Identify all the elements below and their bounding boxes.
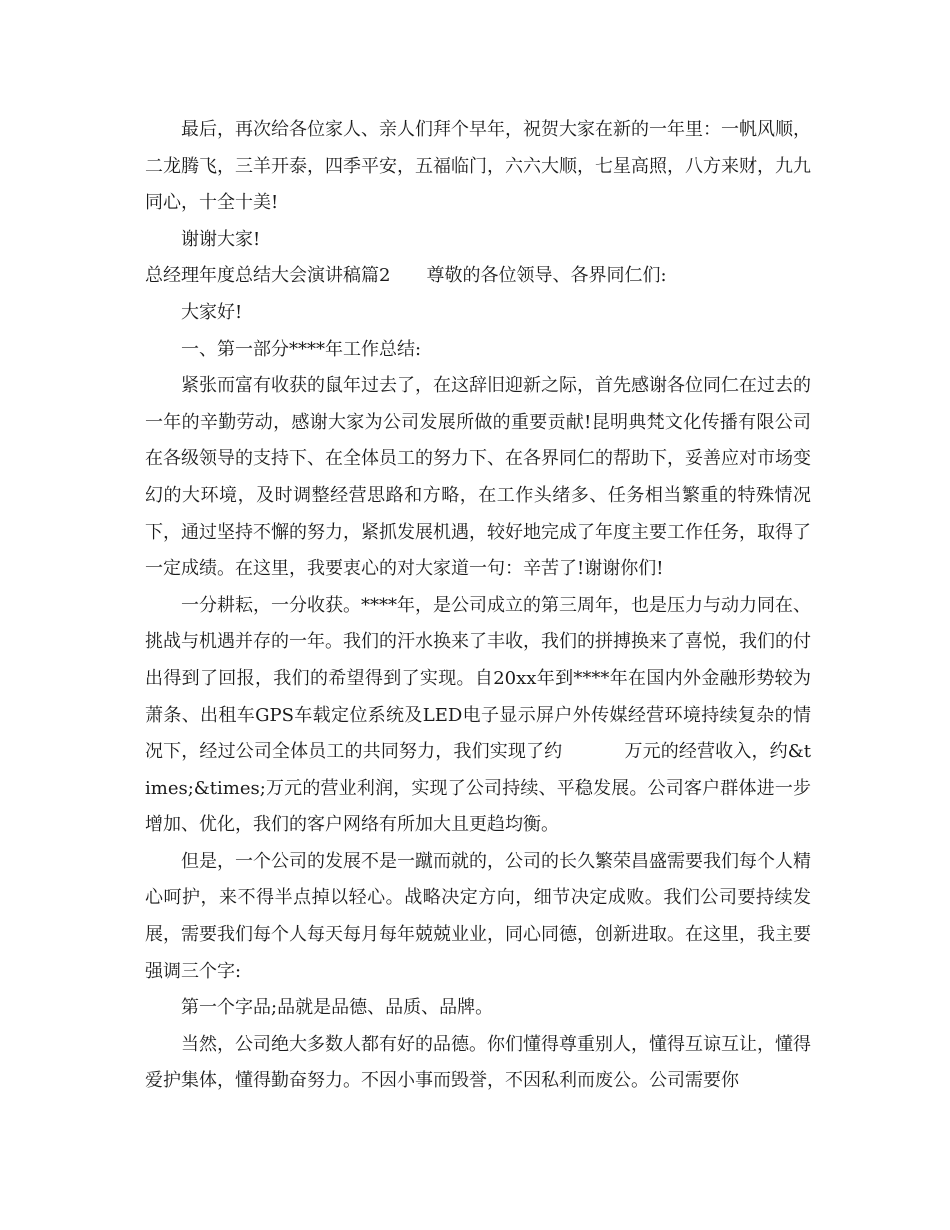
document-body (145, 112, 811, 1100)
paragraph-text: 当然，公司绝大多数人都有好的品德。你们懂得尊重别人，懂得互谅互让，懂得爱护集体，懂得勤奋努力。不因小事而毁誉，不因私利而废公。公司需要你 (145, 1033, 811, 1092)
salutation: 尊敬的各位领导、各界同仁们: (426, 265, 667, 287)
paragraph-thanks (145, 222, 811, 259)
paragraph-closing-wishes (145, 112, 811, 222)
paragraph-text: 最后，再次给各位家人、亲人们拜个早年，祝贺大家在新的一年里：一帆风顺，二龙腾飞，三羊开泰，四季平安，五福临门，六六大顺，七星高照，八方来财，九九同心，十全十美! (145, 119, 811, 214)
paragraph-development (145, 844, 811, 990)
paragraph-first-word (145, 990, 811, 1027)
paragraph-text: 一、第一部分****年工作总结: (181, 338, 422, 360)
section-heading-line (145, 258, 811, 295)
paragraph-text: 一分耕耘，一分收获。****年，是公司成立的第三周年，也是压力与动力同在、挑战与机遇并存的一年。我们的汗水换来了丰收，我们的拼搏换来了喜悦，我们的付出得到了回报，我们的希望得到了实现。自20xx年到****年在国内外金融形势较为萧条、出租车GPS车载定位系统及LED电子显示屏户外传媒经营环境持续复杂的情况下，经过公司全体员工的共同努力，我们实现了约 (145, 594, 811, 763)
paragraph-text-continued: 万元的经营收入，约&times;&times;万元的营业利润，实现了公司持续、平稳发展。公司客户群体进一步增加、优化，我们的客户网络有所加大且更趋均衡。 (145, 741, 812, 836)
paragraph-text: 大家好! (181, 301, 243, 323)
paragraph-greeting (145, 295, 811, 332)
paragraph-character (145, 1027, 811, 1100)
paragraph-subheading (145, 332, 811, 369)
section-title: 总经理年度总结大会演讲稿篇2 (145, 265, 391, 287)
paragraph-text: 谢谢大家! (181, 228, 261, 250)
paragraph-achievements (145, 588, 811, 844)
paragraph-text: 但是，一个公司的发展不是一蹴而就的，公司的长久繁荣昌盛需要我们每个人精心呵护，来不得半点掉以轻心。战略决定方向，细节决定成败。我们公司要持续发展，需要我们每个人每天每月每年兢兢业业，同心同德，创新进取。在这里，我主要强调三个字: (145, 850, 811, 982)
paragraph-text: 第一个字品;品就是品德、品质、品牌。 (181, 997, 494, 1019)
paragraph-review (145, 368, 811, 588)
paragraph-text: 紧张而富有收获的鼠年过去了，在这辞旧迎新之际，首先感谢各位同仁在过去的一年的辛勤劳动，感谢大家为公司发展所做的重要贡献!昆明典梵文化传播有限公司在各级领导的支持下、在全体员工的努力下、在各界同仁的帮助下，妥善应对市场变幻的大环境，及时调整经营思路和方略，在工作头绪多、任务相当繁重的特殊情况下，通过坚持不懈的努力，紧抓发展机遇，较好地完成了年度主要工作任务，取得了一定成绩。在这里，我要衷心的对大家道一句：辛苦了!谢谢你们! (145, 375, 811, 580)
